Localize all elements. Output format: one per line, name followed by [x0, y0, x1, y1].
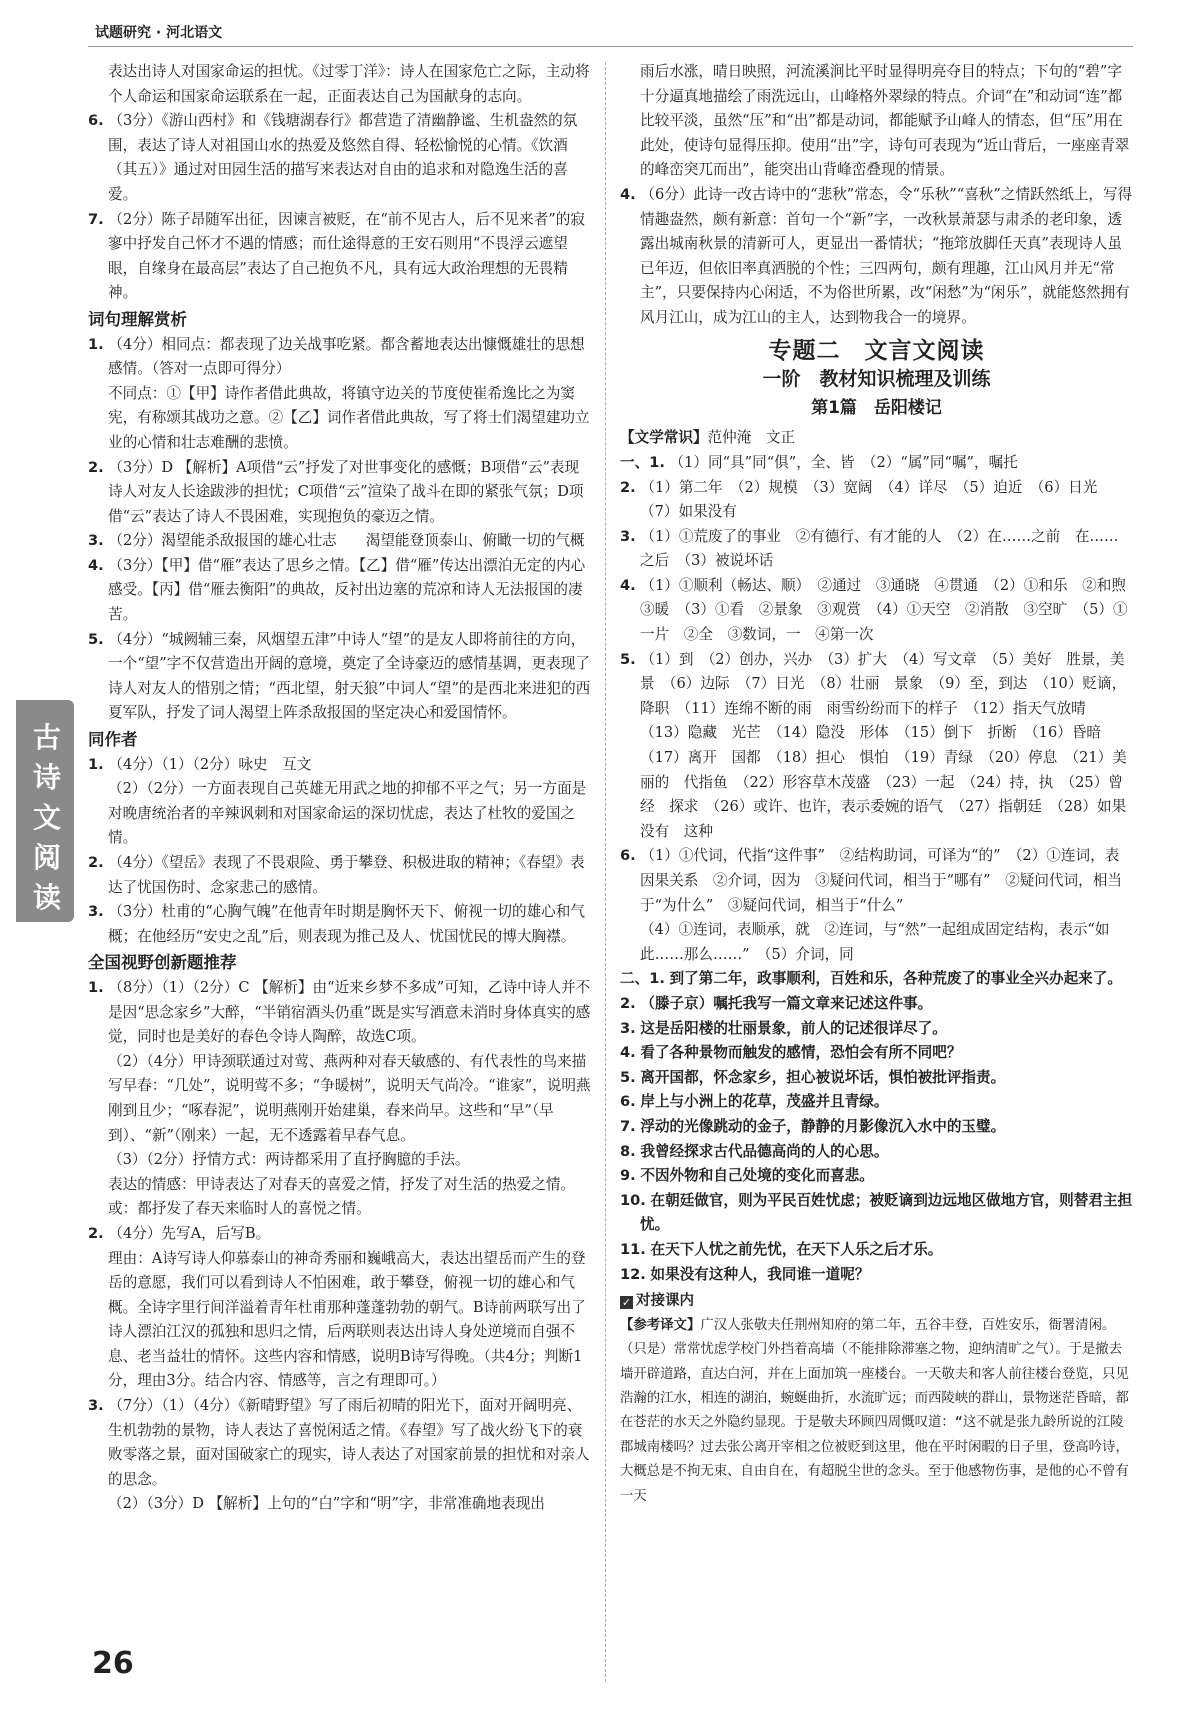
item-number: 1. — [88, 335, 104, 353]
answer-item — [88, 554, 593, 628]
answer-item — [620, 1164, 1133, 1189]
item-text: （3分）【甲】借“雁”表达了思乡之情。【乙】借“雁”传达出漂泊无定的内心感受。【丙】借“雁去衡阳”的典故，反衬出边塞的荒凉和诗人无法报国的凄苦。 — [108, 556, 586, 624]
answer-item — [88, 900, 593, 949]
item-number: 2. — [620, 994, 636, 1012]
literary-label: 【文学常识】 — [620, 429, 708, 447]
answer-item — [88, 1222, 593, 1247]
item-text: （1）第二年 （2）规模 （3）宽阔 （4）详尽 （5）迫近 （6）日光 （7）如果没有 — [640, 478, 1112, 521]
item-number: 4. — [620, 185, 636, 203]
item-number: 1. — [88, 978, 104, 996]
item-text: （3分）杜甫的“心胸气魄”在他青年时期是胸怀天下、俯视一切的雄心和气概；在他经历“安史之乱”后，则表现为推己及人、忧国忧民的博大胸襟。 — [108, 903, 585, 945]
item-text: （8分）（1）（2分）C 【解析】由“近来乡梦不多成”可知，乙诗中诗人并不是因“思念家乡”大醉，“半销宿酒头仍重”既是实写酒意未消时身体真实的感觉，同时也是美好的春色令诗人陶醉，故选C项。 — [108, 978, 591, 1046]
item-number: 4. — [88, 556, 104, 574]
item-continuation: （2）（2分）一方面表现自己英雄无用武之地的抑郁不平之气；另一方面是对晚唐统治者的辛辣讽刺和对国家命运的深切忧虑，表达了杜牧的爱国之情。 — [108, 780, 587, 847]
item-number: 7. — [88, 210, 104, 228]
item-number: 8. — [620, 1142, 636, 1160]
item-number: 2. — [88, 458, 104, 476]
answer-item — [620, 476, 1133, 525]
page-number: 26 — [92, 1646, 134, 1681]
item-text: （4分）“城阙辅三秦，风烟望五津”中诗人“望”的是友人即将前往的方向，一个“望”字不仅营造出开阔的意境，奠定了全诗豪迈的感情基调，更表现了诗人对友人的惜别之情；“西北望，射天狼”中词人“望”的是西北来进犯的西夏军队，抒发了词人渴望上阵杀敌报国的坚定决心和爱国情怀。 — [108, 630, 591, 722]
answer-item — [620, 1115, 1133, 1140]
item-continuation: （3）（2分）抒情方式：两诗都采用了直抒胸臆的手法。 — [108, 1151, 470, 1169]
item-text: （2分）渴望能杀敌报国的雄心壮志 渴望能登顶泰山、俯瞰一切的气概 — [108, 532, 585, 550]
item-number: 6. — [620, 847, 636, 865]
item-text: （4分）先写A，后写B。 — [108, 1224, 271, 1242]
answer-item — [88, 1394, 593, 1492]
item-text: （4分）《望岳》表现了不畏艰险、勇于攀登、积极进取的精神；《春望》表达了忧国伤时、念家悲己的感情。 — [108, 854, 585, 896]
translation-text: 广汉人张敬夫任荆州知府的第二年，五谷丰登，百姓安乐，衙署清闲。（只是）常常忧虑学校门外挡着高墙（不能排除滞塞之物，迎纳清旷之气）。于是撤去墙开辟道路，直达白河，并在上面加筑一座楼台。一天敬夫和客人前往楼台登览，只见浩瀚的江水，相连的湖泊，蜿蜒曲折，水流旷远；而西陵峡的群山，景物迷茫昏暗，都在苍茫的水天之外隐约显现。于是敬夫环顾四周慨叹道：“这不就是张九龄所说的江陵郡城南楼吗？过去张公离开宰相之位被贬到这里，他在平时闲暇的日子里，登高吟诗，大概总是不拘无束、自由自在，有超脱尘世的念头。至于他感物伤事，是他的心不曾有一天 — [620, 1317, 1129, 1504]
item-number: 9. — [620, 1167, 636, 1185]
item-text: 在朝廷做官，则为平民百姓忧虑；被贬谪到边远地区做地方官，则替君主担忧。 — [640, 1191, 1133, 1234]
check-label-row — [620, 1289, 1133, 1314]
answer-item — [620, 574, 1141, 648]
item-number: 2. — [88, 1224, 104, 1242]
section-items — [88, 753, 593, 950]
intro-paragraph: 表达出诗人对国家命运的担忧。《过零丁洋》：诗人在国家危亡之际，主动将个人命运和国家命运联系在一起，正面表达自己为国献身的志向。 — [108, 63, 590, 105]
item-text: 看了各种景物而触发的感情，恐怕会有所不同吧？ — [640, 1044, 962, 1062]
item-text: （6分）此诗一改古诗中的“悲秋”常态，令“乐秋”“喜秋”之情跃然纸上，写得情趣盎然，颇有新意：首句一个“新”字，一改秋景萧瑟与肃杀的老印象，透露出城南秋景的清新可人，更显出一番情状；“拖筇放脚任天真”表现诗人虽已年迈，但依旧率真洒脱的个性；三四两句，颇有理趣，江山风月并无“常主”，只要保持内心闲适，不为俗世所累，改“闲愁”为“闲乐”，就能悠然拥有风月江山，成为江山的主人，达到物我合一的境界。 — [640, 185, 1133, 326]
item-number: 3. — [88, 903, 104, 921]
item-number: 1. — [88, 755, 104, 773]
answer-item — [88, 753, 593, 778]
answer-item — [88, 628, 593, 726]
items-a — [88, 109, 593, 306]
item-continuation: （2）（3分）D 【解析】上句的“白”字和“明”字，非常准确地表现出 — [108, 1495, 545, 1513]
item-text: （3分）D 【解析】A项借“云”抒发了对世事变化的感慨；B项借“云”表现诗人对友人长途跋涉的担忧；C项借“云”渲染了战斗在即的紧张气氛；D项借“云”表达了诗人不畏困难，实现抱负的豪迈之情。 — [108, 458, 584, 525]
item-number: 5. — [88, 630, 104, 648]
item-number: 3. — [88, 532, 104, 550]
column-divider — [605, 62, 606, 1682]
side-tab-label: 古诗文阅读 — [32, 721, 61, 914]
section-items — [88, 333, 593, 727]
item-number: 4. — [620, 1044, 636, 1062]
topic-title: 专题二 文言文阅读 — [768, 337, 985, 364]
answer-item — [620, 648, 1133, 845]
answer-item — [620, 992, 1133, 1017]
literary-knowledge — [620, 426, 1133, 451]
item-text: 我曾经探求古代品德高尚的人的心思。 — [640, 1142, 889, 1160]
item-text: （1）同“具”同“俱”，全、皆 （2）“属”同“嘱”，嘱托 — [669, 453, 1018, 471]
continued-paragraph: 雨后水涨，晴日映照，河流溪涧比平时显得明亮夺目的特点；下句的“碧”字十分逼真地描绘了雨洗远山，山峰格外翠绿的特点。介词“在”和动词“连”都比较平淡，虽然“压”和“出”都是动词，都能赋予山峰人的情态，但“压”用在此处，使诗句显得压抑。使用“出”字，诗句可表现为“近山背后，一座座青翠的峰峦突兀而出”，能突出山背峰峦叠现的情景。 — [640, 63, 1130, 179]
answer-item — [620, 1189, 1133, 1238]
answer-item — [88, 456, 593, 530]
item-text: （2分）陈子昂随军出征，因谏言被贬，在“前不见古人，后不见来者”的寂寥中抒发自己怀才不遇的情感；而仕途得意的王安石则用“不畏浮云遮望眼，自缘身在最高层”表达了自己抱负不凡，具有远大政治理想的无畏精神。 — [108, 210, 585, 302]
answer-item — [88, 529, 593, 554]
answer-item — [88, 851, 593, 900]
item-number: 5. — [620, 650, 636, 668]
part-one-items — [620, 451, 1141, 967]
section-heading: 同作者 — [88, 730, 138, 750]
item-number: 12. — [620, 1265, 646, 1283]
answer-item — [620, 1140, 1133, 1165]
item-text: （4分）（1）（2分）咏史 互文 — [108, 755, 312, 773]
answer-item — [620, 967, 1133, 992]
answer-item — [620, 1017, 1133, 1042]
item-number: 二、1. — [620, 970, 665, 988]
item-text: （1）①顺利（畅达、顺） ②通过 ③通晓 ④贯通 （2）①和乐 ②和煦 ③暖 （3）①看 ②景象 ③观赏 （4）①天空 ②消散 ③空旷 （5）①一片 ②全 ③数词，一 ④第一次 — [640, 576, 1141, 644]
item-text: 到了第二年，政事顺利，百姓和乐，各种荒废了的事业全兴办起来了。 — [669, 970, 1122, 988]
header-rule — [88, 46, 1133, 47]
section-heading: 全国视野创新题推荐 — [88, 953, 237, 973]
answer-item — [620, 525, 1133, 574]
item-number: 11. — [620, 1240, 646, 1258]
answer-item — [88, 208, 593, 306]
answer-item — [620, 1090, 1133, 1115]
item-text: 如果没有这种人，我同谁一道呢？ — [650, 1265, 870, 1283]
item-number: 7. — [620, 1117, 636, 1135]
checkbox-icon: ✓ — [621, 1296, 632, 1310]
answer-item — [620, 1066, 1133, 1091]
item-text: 离开国都，怀念家乡，担心被说坏话，惧怕被批评指责。 — [640, 1068, 1006, 1086]
item-text: （1）①荒废了的事业 ②有德行、有才能的人 （2）在……之前 在……之后 （3）被说坏话 — [640, 527, 1119, 570]
section-heading: 词句理解赏析 — [88, 309, 187, 329]
item-number: 2. — [620, 478, 636, 496]
item-number: 一、1. — [620, 453, 665, 471]
answer-item — [620, 1041, 1133, 1066]
lesson-title: 第1篇 岳阳楼记 — [811, 397, 942, 418]
stage-title: 一阶 教材知识梳理及训练 — [762, 368, 991, 391]
reference-translation — [620, 1314, 1133, 1509]
item-number: 4. — [620, 576, 636, 594]
item-continuation: 不同点：①【甲】诗作者借此典故，将镇守边关的节度使崔希逸比之为窦宪，有称颂其战功之意。②【乙】词作者借此典故，写了将士们渴望建功立业的心情和壮志难酬的悲愤。 — [108, 384, 590, 451]
item-text: （1）到 （2）创办，兴办 （3）扩大 （4）写文章 （5）美好 胜景，美景 （6）边际 （7）日光 （8）壮丽 景象 （9）至，到达 （10）贬谪，降职 （11）连绵不断的雨 雨雪纷纷而下的样子 （12）指天气放晴 （13）隐藏 光芒 （14）隐没 形体 （15）倒下 折断 （16）昏暗 （17）离开 国都 （18）担心 惧怕 （19）青绿 （20）停息 （21）美丽的 代指鱼 （22）形容草木茂盛 （23）一起 （24）持，执 （25）曾经 探求 （26）或许、也许，表示委婉的语气 （27）指朝廷 （28）如果没有 这种 — [640, 650, 1127, 840]
item-text: 这是岳阳楼的壮丽景象，前人的记述很详尽了。 — [640, 1019, 947, 1037]
item-continuation: （2）（4分）甲诗颈联通过对莺、燕两种对春天敏感的、有代表性的鸟来描写早春：“几处”，说明莺不多；“争暖树”，说明天气尚冷。“谁家”，说明燕刚到且少；“啄春泥”，说明燕刚开始建巢，春来尚早。这些和“早”（早到）、“新”（刚来）一起，无不透露着早春气息。 — [108, 1052, 591, 1144]
item-text: （4分）相同点：都表现了边关战事吃紧。都含蓄地表达出慷慨雄壮的思想感情。（答对一点即可得分） — [108, 335, 585, 378]
item-continuation: （4）①连词，表顺承，就 ②连词，与“然”一起组成固定结构，表示“如此……那么……” （5）介词，同 — [640, 921, 1110, 963]
answer-item — [620, 183, 1133, 331]
item-text: 不因外物和自己处境的变化而喜悲。 — [640, 1167, 874, 1185]
item-text: （7分）（1）（4分）《新晴野望》写了雨后初晴的阳光下，面对开阔明亮、生机勃勃的景物，诗人表达了喜悦闲适之情。《春望》写了战火纷飞下的衰败零落之景，面对国破家亡的现实，诗人表达了对国家前景的担忧和对亲人的思念。 — [108, 1397, 590, 1488]
item-text: 在天下人忧之前先忧，在天下人乐之后才乐。 — [650, 1240, 943, 1258]
item-text: （3分）《游山西村》和《钱塘湖春行》都营造了清幽静谧、生机盎然的氛围，表达了诗人对祖国山水的热爱及悠然自得、轻松愉悦的心情。《饮酒（其五）》通过对田园生活的描写来表达对自由的追求和对隐逸生活的喜爱。 — [108, 112, 578, 203]
item-text: 浮动的光像跳动的金子，静静的月影像沉入水中的玉璧。 — [640, 1117, 1006, 1135]
answer-item — [620, 451, 1133, 476]
translation-label: 【参考译文】 — [620, 1317, 701, 1333]
item-text: （1）①代词，代指“这件事” ②结构助词，可译为“的” （2）①连词，表因果关系 ②介词，因为 ③疑问代词，相当于“哪有” ②疑问代词，相当于“为什么” ③疑问代词，相当于“什么” — [640, 847, 1122, 914]
item-number: 10. — [620, 1191, 646, 1209]
item-number: 5. — [620, 1068, 636, 1086]
item-number: 6. — [88, 112, 104, 130]
answer-item — [620, 1238, 1133, 1263]
answer-item — [620, 1263, 1133, 1288]
item-continuation: 表达的情感：甲诗表达了对春天的喜爱之情，抒发了对生活的热爱之情。或：都抒发了春天来临时人的喜悦之情。 — [108, 1175, 576, 1218]
item-number: 2. — [88, 854, 104, 871]
right-column — [620, 60, 1141, 1509]
section-items — [88, 976, 593, 1517]
item-number: 3. — [620, 1019, 636, 1037]
item-text: 岸上与小洲上的花草，茂盛并且青绿。 — [640, 1093, 889, 1111]
item-text: （滕子京）嘱托我写一篇文章来记述这件事。 — [640, 994, 933, 1012]
running-header: 试题研究 · 河北语文 — [95, 25, 223, 41]
part-two-items — [620, 967, 1133, 1287]
check-label: 对接课内 — [636, 1293, 694, 1310]
answer-item — [88, 976, 593, 1050]
left-column — [88, 60, 593, 1517]
literary-text: 范仲淹 文正 — [707, 429, 796, 447]
item-continuation: 理由：A诗写诗人仰慕泰山的神奇秀丽和巍峨高大，表达出望岳而产生的登岳的意愿，我们可以看到诗人不怕困难，敢于攀登，俯视一切的雄心和气概。全诗字里行间洋溢着青年杜甫那种蓬蓬勃勃的朝气。B诗前两联写出了诗人漂泊江汉的孤独和思归之情，后两联则表达出诗人身处逆境而自强不息、老当益壮的情怀。这些内容和情感，说明B诗写得晚。（共4分；判断1分，理由3分。结合内容、情感等，言之有理即可。） — [108, 1249, 586, 1390]
item-number: 3. — [620, 527, 636, 545]
answer-item — [620, 844, 1133, 918]
answer-item — [88, 333, 593, 382]
item-number: 6. — [620, 1093, 636, 1111]
answer-item — [88, 109, 593, 207]
item-number: 3. — [88, 1397, 104, 1415]
